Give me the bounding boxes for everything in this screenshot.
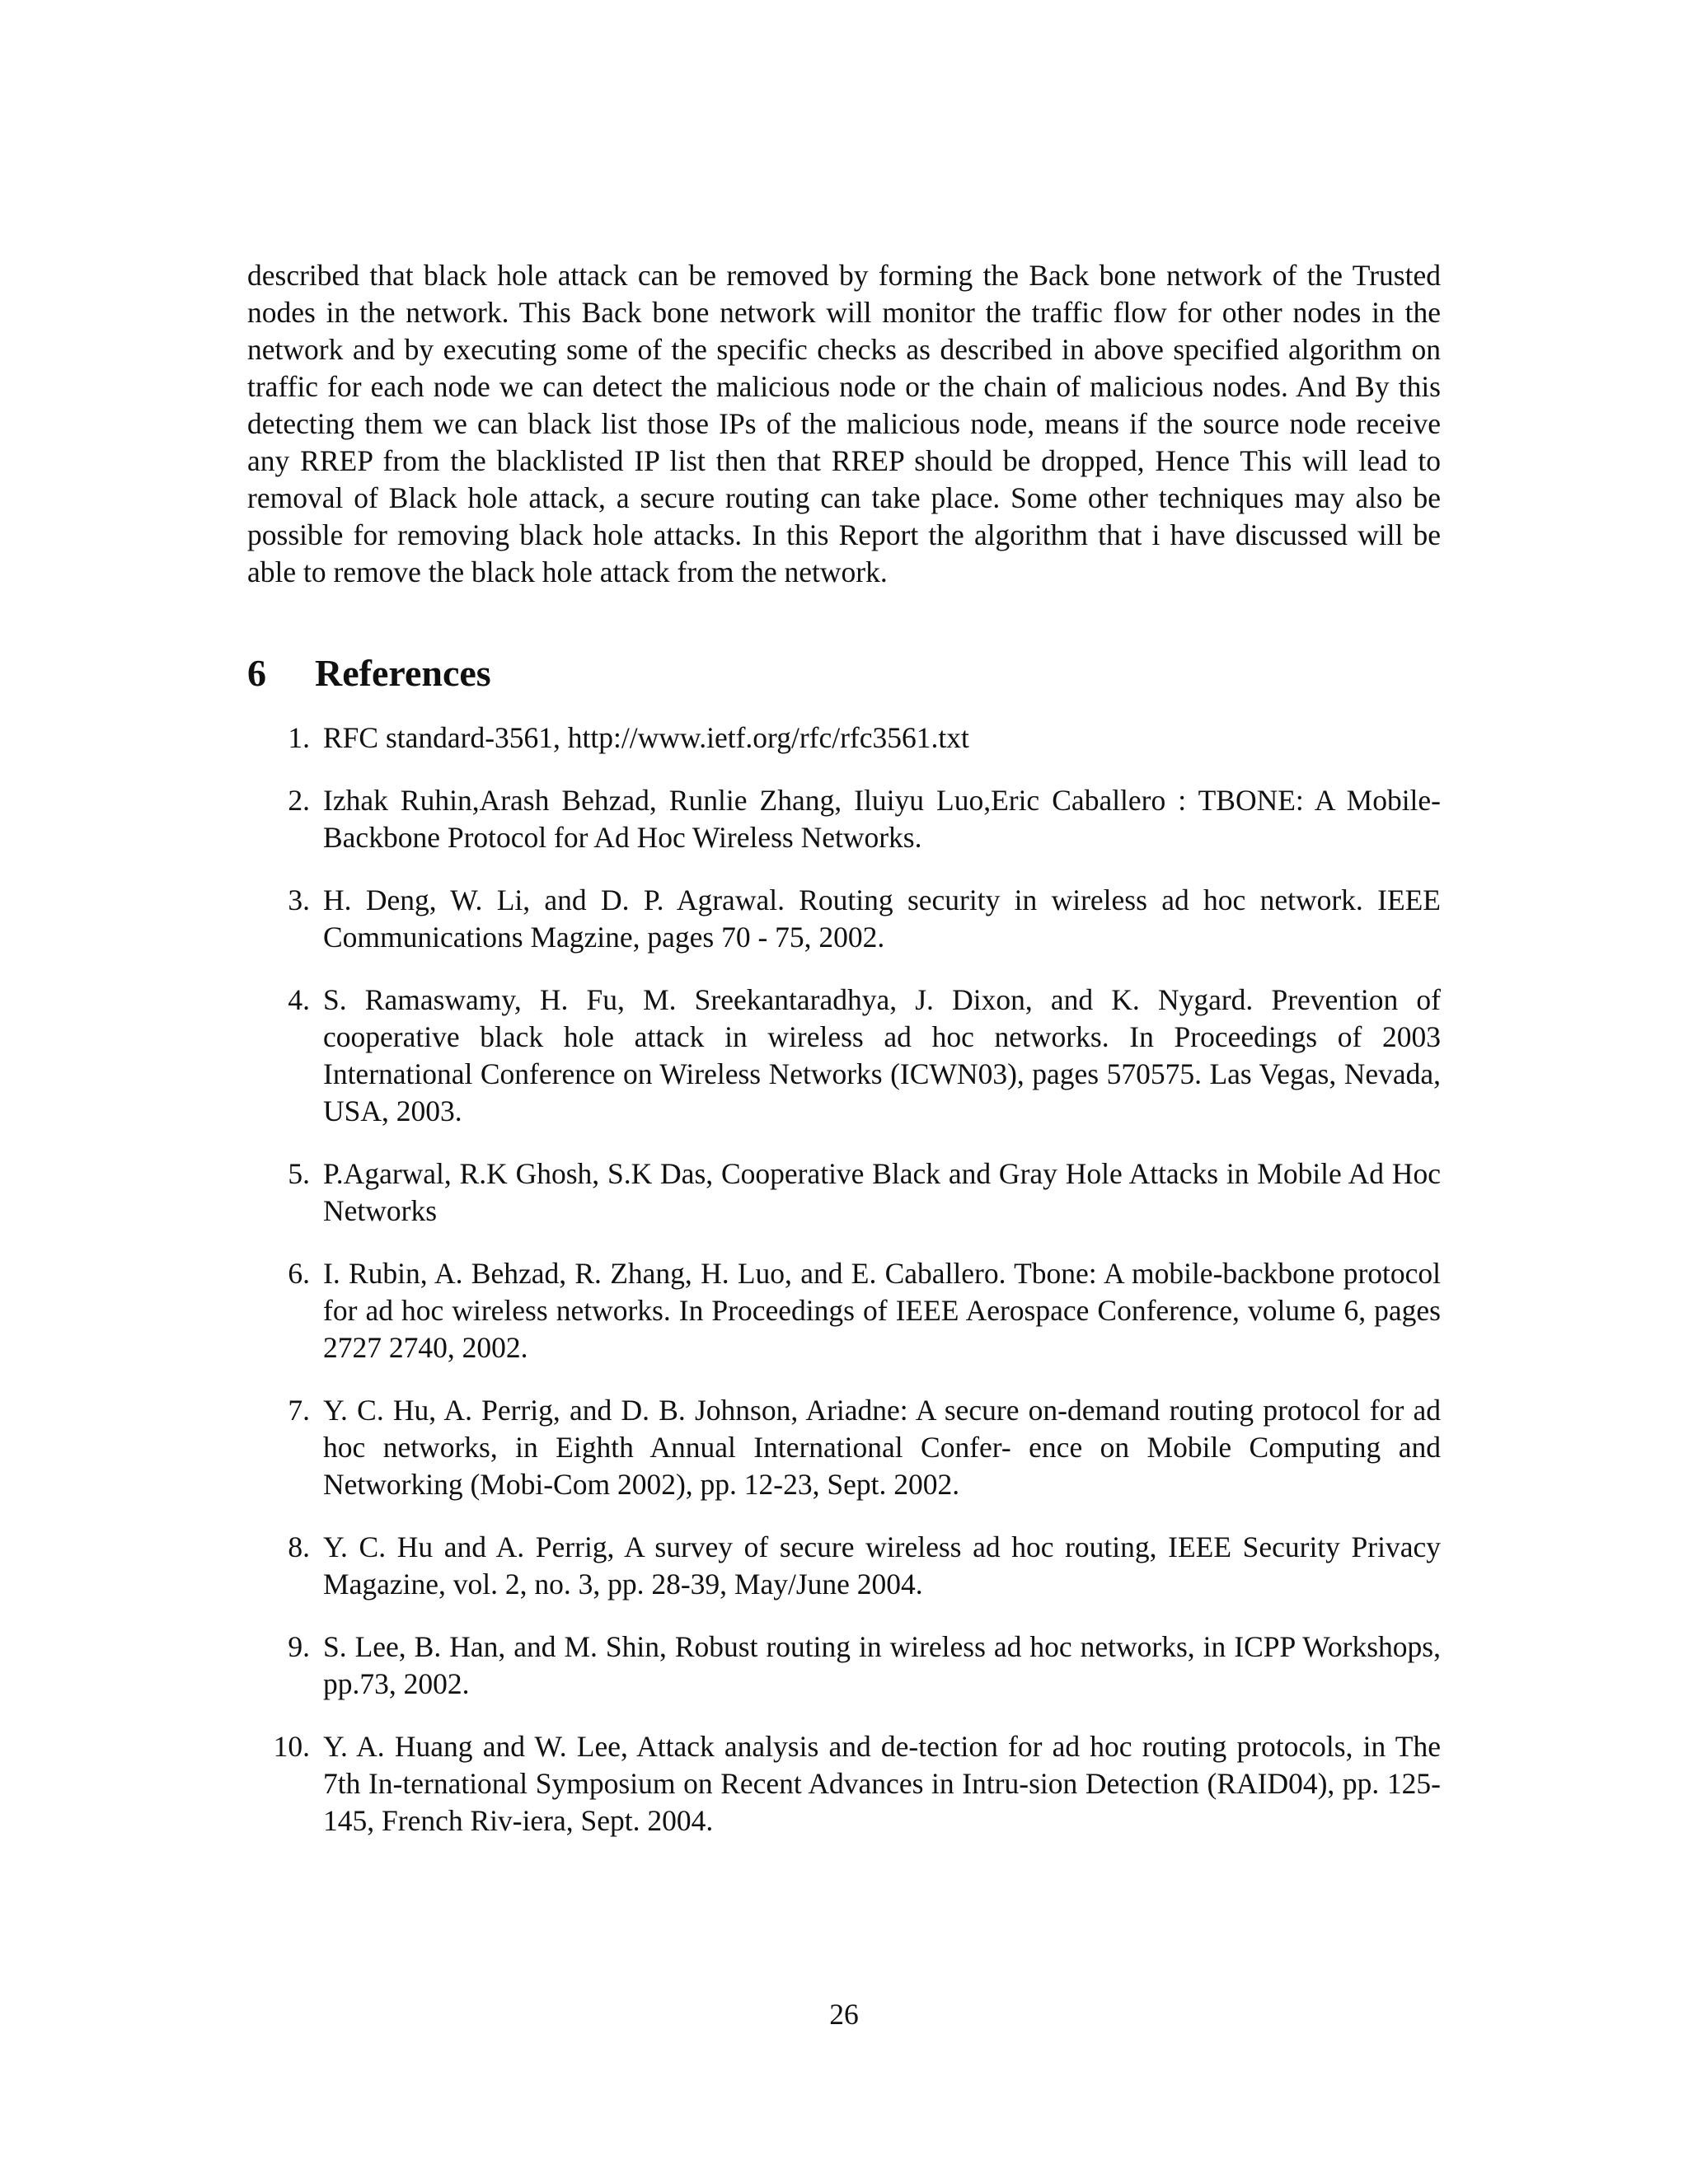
page-content [247, 257, 1441, 1865]
reference-number: 3. [288, 883, 310, 916]
reference-item [247, 782, 1441, 856]
section-number: 6 [247, 652, 266, 694]
reference-text: P.Agarwal, R.K Ghosh, S.K Das, Cooperative Black and Gray Hole Attacks in Mobile Ad Hoc Networks [323, 1157, 1441, 1227]
reference-item [247, 882, 1441, 956]
reference-item [247, 1255, 1441, 1366]
reference-number: 9. [288, 1630, 310, 1663]
reference-item [247, 719, 1441, 757]
reference-number: 1. [288, 721, 310, 754]
reference-text: Y. A. Huang and W. Lee, Attack analysis and de-tection for ad hoc routing protocols, in The 7th In-ternational Symposium on Recent Advances in Intru-sion Detection (RAID04), pp. 125-145, French Riv-iera, Sept. 2004. [323, 1730, 1441, 1837]
reference-item [247, 1155, 1441, 1230]
reference-number: 7. [288, 1394, 310, 1427]
reference-item [247, 1392, 1441, 1503]
reference-number: 6. [288, 1257, 310, 1290]
reference-item [247, 982, 1441, 1130]
reference-number: 8. [288, 1530, 310, 1563]
reference-item [247, 1728, 1441, 1840]
reference-list [247, 719, 1441, 1840]
body-paragraph: described that black hole attack can be removed by forming the Back bone network of the Trusted nodes in the network. This Back bone network will monitor the traffic flow for other nodes in the network and by executing some of the specific checks as described in above specified algorithm on traffic for each node we can detect the malicious node or the chain of malicious nodes. And By this detecting them we can black list those IPs of the malicious node, means if the source node receive any RREP from the blacklisted IP list then that RREP should be dropped, Hence This will lead to removal of Black hole attack, a secure routing can take place. Some other techniques may also be possible for removing black hole attacks. In this Report the algorithm that i have discussed will be able to remove the black hole attack from the network. [247, 259, 1441, 588]
reference-text: Y. C. Hu, A. Perrig, and D. B. Johnson, Ariadne: A secure on-demand routing protocol for ad hoc networks, in Eighth Annual International Confer- ence on Mobile Computing and Networking (Mobi-Com 2002), pp. 12-23, Sept. 2002. [323, 1394, 1441, 1501]
section-title: References [315, 652, 491, 694]
reference-number: 2. [288, 784, 310, 817]
reference-text: RFC standard-3561, http://www.ietf.org/rfc/rfc3561.txt [323, 721, 969, 754]
reference-item [247, 1629, 1441, 1703]
reference-text: S. Lee, B. Han, and M. Shin, Robust routing in wireless ad hoc networks, in ICPP Workshops, pp.73, 2002. [323, 1630, 1441, 1700]
reference-text: Izhak Ruhin,Arash Behzad, Runlie Zhang, Iluiyu Luo,Eric Caballero : TBONE: A Mobile-Backbone Protocol for Ad Hoc Wireless Networks. [323, 784, 1441, 854]
reference-number: 10. [273, 1730, 310, 1763]
reference-text: Y. C. Hu and A. Perrig, A survey of secure wireless ad hoc routing, IEEE Security Privacy Magazine, vol. 2, no. 3, pp. 28-39, May/June 2004. [323, 1530, 1441, 1601]
reference-text: S. Ramaswamy, H. Fu, M. Sreekantaradhya, J. Dixon, and K. Nygard. Prevention of cooperative black hole attack in wireless ad hoc networks. In Proceedings of 2003 International Conference on Wireless Networks (ICWN03), pages 570575. Las Vegas, Nevada, USA, 2003. [323, 983, 1441, 1127]
page-number: 26 [829, 1998, 859, 2031]
reference-number: 5. [288, 1157, 310, 1190]
reference-text: I. Rubin, A. Behzad, R. Zhang, H. Luo, and E. Caballero. Tbone: A mobile-backbone protocol for ad hoc wireless networks. In Proceedings of IEEE Aerospace Conference, volume 6, pages 2727 2740, 2002. [323, 1257, 1441, 1364]
reference-number: 4. [288, 983, 310, 1016]
section-heading [247, 650, 1441, 696]
reference-text: H. Deng, W. Li, and D. P. Agrawal. Routing security in wireless ad hoc network. IEEE Communications Magzine, pages 70 - 75, 2002. [323, 883, 1441, 954]
reference-item [247, 1529, 1441, 1603]
